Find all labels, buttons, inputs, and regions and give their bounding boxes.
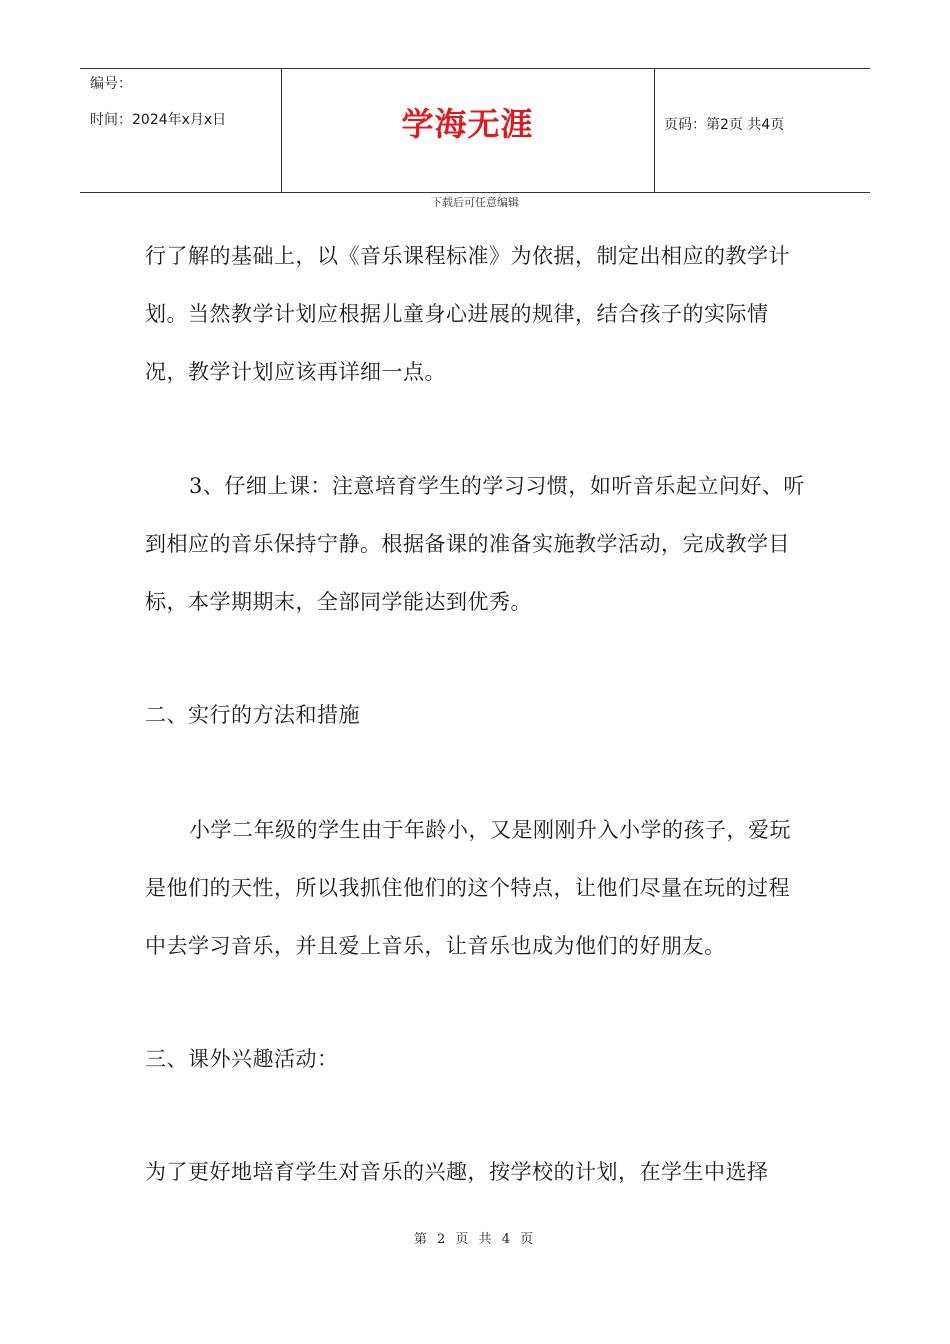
document-header bbox=[80, 68, 870, 193]
footer-page-number: 第 2 页 共 4 页 bbox=[413, 1232, 537, 1247]
paragraph-planning: 行了解的基础上，以《音乐课程标准》为依据，制定出相应的教学计划。当然教学计划应根据儿童身心进展的规律，结合孩子的实际情况，教学计划应该再详细一点。 bbox=[145, 244, 790, 384]
header-time-label: 时间：2024年x月x日 bbox=[90, 112, 227, 128]
header-number-label: 编号： bbox=[90, 76, 132, 92]
heading-methods: 二、实行的方法和措施 bbox=[145, 703, 360, 727]
heading-activities: 三、课外兴趣活动： bbox=[145, 1047, 339, 1071]
paragraph-methods: 小学二年级的学生由于年龄小，又是刚刚升入小学的孩子，爱玩是他们的天性，所以我抓住他们的这个特点，让他们尽量在玩的过程中去学习音乐，并且爱上音乐，让音乐也成为他们的好朋友。 bbox=[145, 818, 791, 958]
header-title: 学海无涯 bbox=[401, 105, 534, 143]
header-divider-right bbox=[654, 69, 655, 192]
paragraph-class-teaching: 3、仔细上课：注意培育学生的学习习惯，如听音乐起立问好、听到相应的音乐保持宁静。根据备课的准备实施教学活动，完成教学目标，本学期期末，全部同学能达到优秀。 bbox=[145, 474, 805, 614]
download-note: 下载后可任意编辑 bbox=[431, 196, 519, 209]
header-page-label: 页码：第2页 共4页 bbox=[664, 117, 785, 133]
paragraph-activities: 为了更好地培育学生对音乐的兴趣，按学校的计划，在学生中选择 bbox=[145, 1160, 769, 1184]
